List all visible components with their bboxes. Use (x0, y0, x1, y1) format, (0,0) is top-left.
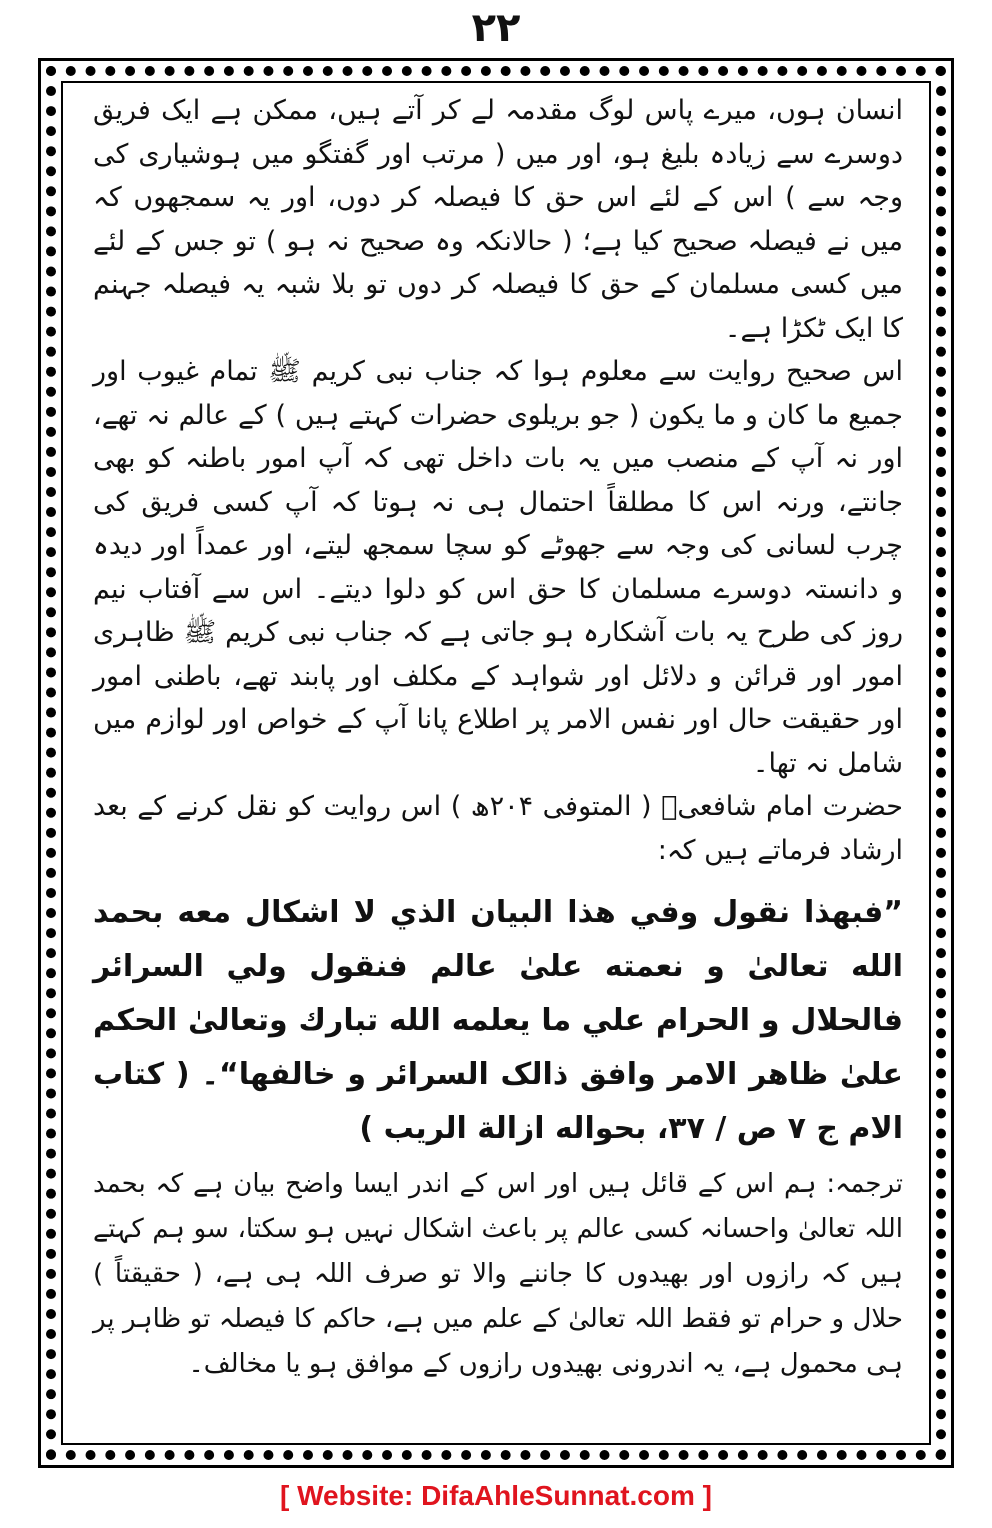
text-frame (61, 81, 931, 1445)
body-paragraph-2: اس صحیح روایت سے معلوم ہوا کہ جناب نبی کریم ﷺ تمام غیوب اور جمیع ما کان و ما یکون ( جو بریلوی حضرات کہتے ہیں ) کے عالم نہ تھے، اور نہ آپ کے منصب میں یہ بات داخل تھی کہ آپ امور باطنہ کو بھی جانتے، ورنہ اس کا مطلقاً احتمال ہی نہ ہوتا کہ آپ کسی فریق کی چرب لسانی کی وجہ سے جھوٹے کو سچا سمجھ لیتے، اور عمداً اور دیدہ و دانستہ دوسرے مسلمان کا حق اس کو دلوا دیتے۔ اس سے آفتاب نیم روز کی طرح یہ بات آشکارہ ہو جاتی ہے کہ جناب نبی کریم ﷺ ظاہری امور اور قرائن و دلائل اور شواہد کے مکلف اور پابند تھے، باطنی امور اور حقیقت حال اور نفس الامر پر اطلاع پانا آپ کے خواص اور لوازم میں شامل نہ تھا۔ (93, 356, 903, 779)
decorative-border (38, 58, 954, 1468)
translation-paragraph: ترجمہ: ہم اس کے قائل ہیں اور اس کے اندر ایسا واضح بیان ہے کہ بحمد اللہ تعالیٰ واحسانہ کسی عالم پر باعث اشکال نہیں ہو سکتا، سو ہم کہتے ہیں کہ رازوں اور بھیدوں کا جاننے والا تو صرف اللہ ہی ہے، ( حقیقتاً ) حلال و حرام تو فقط اللہ تعالیٰ کے علم میں ہے، حاکم کا فیصلہ تو ظاہر پر ہی محمول ہے، یہ اندرونی بھیدوں رازوں کے موافق ہو یا مخالف۔ (93, 1169, 903, 1379)
arabic-quotation: ”فبهذا نقول وفي هذا البيان الذي لا اشكال معه بحمد الله تعالىٰ و نعمته علىٰ عالم فنقول ولي السرائر فالحلال و الحرام علي ما يعلمه الله تبارك وتعالىٰ الحكم علىٰ ظاهر الامر وافق ذالک السرائر و خالفها“۔ ( كتاب الام ج ۷ ص / ۳۷، بحواله ازالة الريب ) (93, 895, 903, 1146)
website-footer-link[interactable]: [ Website: DifaAhleSunnat.com ] (280, 1480, 712, 1511)
body-paragraph-3: حضرت امام شافعیؒ ( المتوفی ۲۰۴ھ ) اس روایت کو نقل کرنے کے بعد ارشاد فرماتے ہیں کہ: (93, 791, 904, 866)
body-paragraph-1: انسان ہوں، میرے پاس لوگ مقدمہ لے کر آتے ہیں، ممکن ہے ایک فریق دوسرے سے زیادہ بلیغ ہو، اور میں ( مرتب اور گفتگو میں ہوشیاری کی وجہ سے ) اس کے لئے اس حق کا فیصلہ کر دوں، اور یہ سمجھوں کہ میں نے فیصلہ صحیح کیا ہے؛ ( حالانکہ وہ صحیح نہ ہو ) تو جس کے لئے میں کسی مسلمان کے حق کا فیصلہ کر دوں تو بلا شبہ یہ فیصلہ جہنم کا ایک ٹکڑا ہے۔ (93, 95, 903, 344)
page-content (93, 89, 903, 1387)
page-number: ۲۲ (471, 5, 521, 51)
